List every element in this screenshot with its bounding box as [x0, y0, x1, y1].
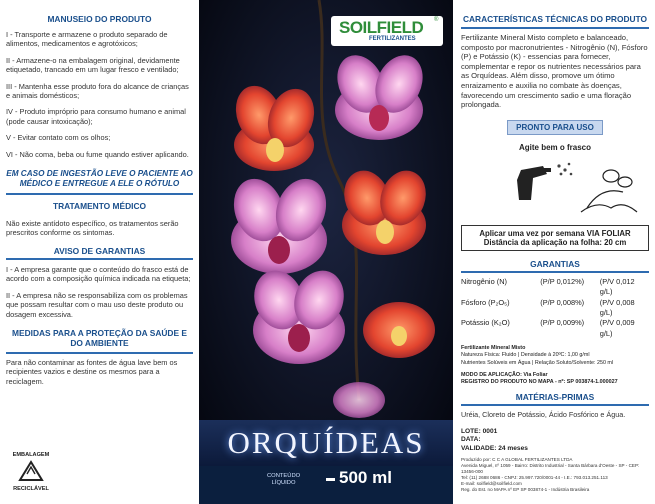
- volume-dash: [326, 478, 335, 481]
- medidas-text: Para não contaminar as fontes de água lave bem os recipientes vazios e destine os mesmos para a reciclagem.: [6, 357, 178, 386]
- manufacturer-address: Avenida Miguel, nº 1059 - Bairro: Distrito Industrial - Santa Bárbara d'Oeste - SP - CEP: 13456-000: [461, 463, 640, 475]
- application-box: [461, 225, 649, 251]
- batch-number: LOTE: 0001: [461, 427, 498, 435]
- nutrient-pv: (P/V 0,012 g/L): [599, 276, 635, 297]
- recycle-icon: [18, 460, 44, 482]
- right-panel: [453, 0, 655, 504]
- nutrient-pv: (P/V 0,009 g/L): [599, 318, 635, 338]
- nutrient-pv: (P/V 0,008 g/L): [599, 297, 635, 317]
- manufacturer-name: Produzido por: C C A GLOBAL FERTILIZANTES LTDA: [461, 457, 573, 463]
- left-panel: [0, 0, 199, 504]
- center-panel: [199, 0, 453, 504]
- heading-materias: MATÉRIAS-PRIMAS: [515, 392, 595, 403]
- heading-manuseio: MANUSEIO DO PRODUTO: [47, 14, 152, 24]
- raw-materials: Uréia, Cloreto de Potássio, Ácido Fosfórico e Água.: [461, 410, 626, 420]
- divider: [6, 193, 193, 195]
- nutrient-name: Fósforo (P₂O₅): [461, 297, 510, 307]
- heading-aviso-garantias: AVISO DE GARANTIAS: [53, 245, 146, 256]
- volume: 500 ml: [339, 468, 392, 487]
- registered-mark: ®: [434, 17, 439, 23]
- spray-bottle-icon: [517, 166, 551, 200]
- fertilizer-type: Fertilizante Mineral Misto: [461, 345, 526, 352]
- heading-garantias: GARANTIAS: [530, 258, 580, 269]
- shake-instruction: Agite bem o frasco: [518, 142, 591, 152]
- nutrient-pp: (P/P 0,012%): [540, 276, 585, 286]
- orchid-plant-icon: [581, 170, 637, 212]
- nutrient-name: Potássio (K₂O): [461, 318, 510, 328]
- divider: [461, 404, 649, 406]
- manuseio-item-3: III - Mantenha esse produto fora do alcance de crianças e animais domésticos;: [6, 81, 189, 101]
- nutrient-pp: (P/P 0,009%): [540, 318, 585, 328]
- product-title: ORQUÍDEAS: [227, 425, 425, 460]
- content-label: [267, 473, 300, 487]
- guarantee-row: [461, 318, 649, 339]
- divider: [6, 258, 193, 260]
- content-band: [199, 466, 453, 504]
- nutrient-name: Nitrogênio (N): [461, 276, 508, 286]
- tratamento-text: Não existe antídoto específico, os tratamentos serão prescritos conforme os sintomas.: [6, 219, 179, 238]
- divider: [6, 352, 193, 354]
- nutrient-pp: (P/P 0,008%): [540, 297, 585, 307]
- recycle-badge: [6, 452, 56, 492]
- content-label-2: LÍQUIDO: [271, 480, 296, 486]
- soluble-nutrients: Nutrientes Solúveis em Água | Relação Soluto/Solvente: 250 ml: [461, 359, 614, 366]
- orchid-flower-6: [363, 302, 435, 358]
- garantia-item-1: I - A empresa garante que o conteúdo do frasco está de acordo com a composição química indicada na etiqueta;: [6, 264, 191, 284]
- ready-to-use-badge: PRONTO PARA USO: [507, 120, 603, 135]
- divider: [461, 27, 649, 29]
- manufacturer-contact: Tel: (11) 2688 0686 - CNPJ: 25.997.720/0001-44 - I.E.: 793.013.251.113: [461, 475, 608, 481]
- physical-nature: Natureza Física: Fluido | Densidade à 20ºC: 1,00 g/ml: [461, 352, 590, 359]
- embalagem-label: EMBALAGEM: [12, 452, 50, 458]
- manuseio-item-2: II - Armazene-o na embalagem original, devidamente etiquetado, trancado em um lugar fresco e ventilado;: [6, 55, 180, 75]
- divider: [461, 271, 649, 273]
- ingestion-warning: EM CASO DE INGESTÃO LEVE O PACIENTE AO MÉDICO E ENTREGUE A ELE O RÓTULO: [6, 169, 193, 189]
- spray-mist-icon: [557, 162, 572, 175]
- garantia-item-2: II - A empresa não se responsabiliza com os problemas que possam resultar com o mau uso deste produto ou dosagem excessiva.: [6, 290, 188, 319]
- heading-tratamento: TRATAMENTO MÉDICO: [52, 201, 147, 212]
- brand-logo: [331, 16, 443, 46]
- manuseio-item-5: V - Evitar contato com os olhos;: [6, 133, 111, 143]
- manufacturer-email: E-mail: soilfield@soilfield.com: [461, 481, 522, 487]
- reciclavel-label: RECICLÁVEL: [13, 486, 49, 492]
- validity: VALIDADE: 24 meses: [461, 444, 528, 452]
- manuseio-item-6: VI - Não coma, beba ou fume quando estiver aplicando.: [6, 149, 189, 159]
- brand-name: SOILFIELD: [339, 18, 424, 37]
- batch-info: [461, 428, 649, 453]
- heading-medidas: MEDIDAS PARA A PROTEÇÃO DA SAÚDE E DO AMBIENTE: [12, 327, 187, 348]
- application-mode: MODO DE APLICAÇÃO: Via Foliar: [461, 371, 548, 378]
- content-label-1: CONTEÚDO: [267, 473, 301, 479]
- caracteristicas-text: Fertilizante Mineral Misto completo e balanceado, composto por macronutrientes - Nitrogênio (N), Fósforo (P) e Potássio (K) - essencias para fornecer, complementar e repor os nutrientes necessários para as Orquídeas. Além disso, promove um ótimo enraizamento e auxilia no combate às doenças, favorecendo um crescimento sadio e uma floração prolongada.: [461, 33, 648, 110]
- application-frequency: Aplicar uma vez por semana VIA FOLIAR: [479, 228, 631, 238]
- guarantees-table: [461, 277, 649, 339]
- brand-subtitle: FERTILIZANTES: [369, 36, 416, 42]
- application-distance: Distância da aplicação na folha: 20 cm: [483, 237, 627, 247]
- guarantee-row: [461, 298, 649, 319]
- heading-caracteristicas: CARACTERÍSTICAS TÉCNICAS DO PRODUTO: [462, 14, 648, 24]
- manuseio-item-1: I - Transporte e armazene o produto separado de alimentos, medicamentos e agrotóxicos;: [6, 30, 168, 49]
- manufacturer-registration: Reg. do Est. no MAPA nº EP SP 003874-1 - Indústria Brasileira: [461, 487, 590, 493]
- spray-illustration: [461, 156, 649, 214]
- guarantee-row: [461, 277, 649, 298]
- manuseio-item-4: IV - Produto impróprio para consumo humano e animal (pode causar intoxicação);: [6, 107, 186, 126]
- manufacturer-info: [461, 457, 649, 493]
- manufacture-date: DATA:: [461, 436, 481, 444]
- product-registration: REGISTRO DO PRODUTO NO MAPA - nº: SP 003874-1.000027: [461, 379, 618, 385]
